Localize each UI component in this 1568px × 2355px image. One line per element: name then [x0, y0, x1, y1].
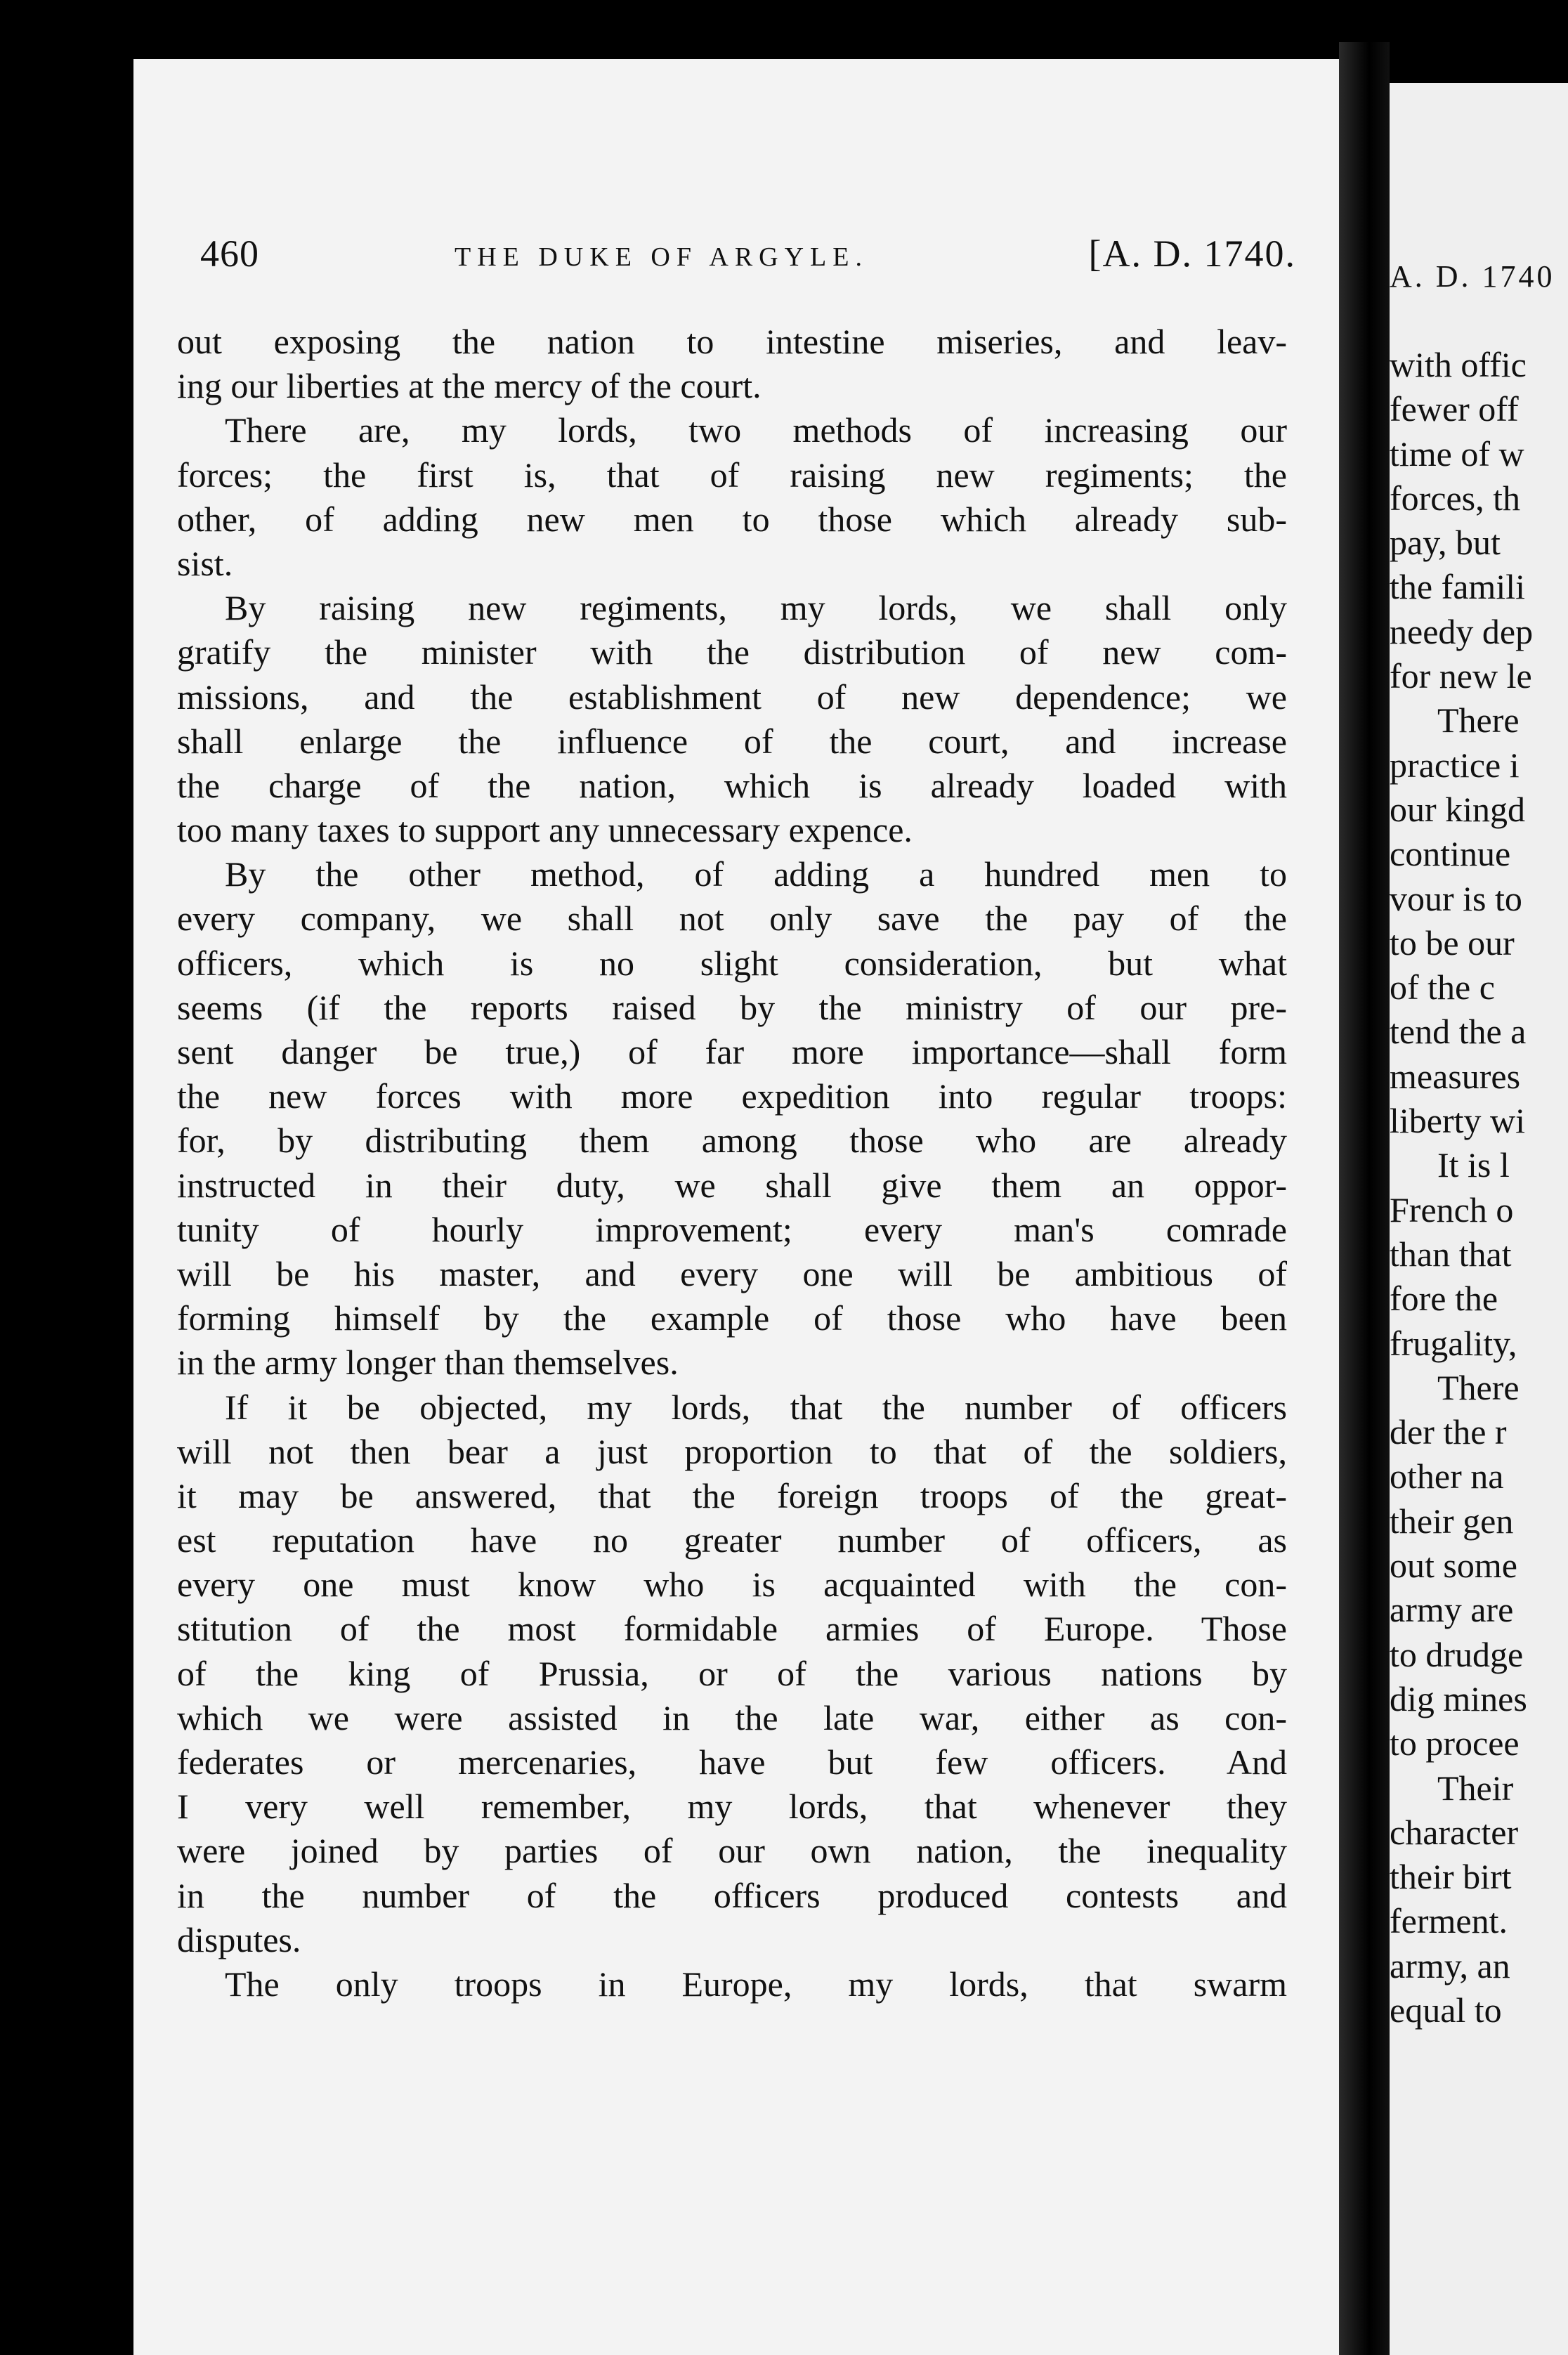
text-line: forces; the first is, that of raising new regiments; the	[177, 455, 1287, 495]
right-text-line: needy dep	[1390, 611, 1534, 651]
text-line: too many taxes to support any unnecessary expence.	[177, 810, 913, 850]
right-text-line: vour is to	[1390, 878, 1522, 918]
right-text-line: army, an	[1390, 1945, 1510, 1985]
text-line: There are, my lords, two methods of increasing our	[225, 410, 1287, 450]
text-line: shall enlarge the influence of the court, and increase	[177, 721, 1287, 761]
right-body-text	[1390, 343, 1533, 2033]
text-line: of the king of Prussia, or of the various nations by	[177, 1653, 1287, 1693]
right-text-line: tend the a	[1390, 1012, 1527, 1052]
right-text-line: army are	[1390, 1590, 1514, 1630]
binding-gutter	[1339, 42, 1390, 2355]
page-number: 460	[200, 233, 259, 275]
right-text-line: their gen	[1390, 1501, 1514, 1541]
text-line: the charge of the nation, which is already loaded with	[177, 765, 1287, 805]
right-text-line: out some	[1390, 1546, 1517, 1586]
right-text-line: our kingd	[1390, 789, 1526, 829]
right-text-line: time of w	[1390, 433, 1524, 474]
right-text-line: measures	[1390, 1056, 1521, 1096]
right-page	[1390, 83, 1568, 2355]
text-line: By raising new regiments, my lords, we shall only	[225, 588, 1287, 628]
text-line: disputes.	[177, 1919, 301, 1959]
right-text-line: ferment.	[1390, 1901, 1508, 1941]
running-title: THE DUKE OF ARGYLE.	[455, 242, 868, 272]
text-line: the new forces with more expedition into regular troops:	[177, 1076, 1287, 1116]
text-line: it may be answered, that the foreign troops of the great-	[177, 1475, 1287, 1515]
text-line: which we were assisted in the late war, either as con-	[177, 1697, 1287, 1737]
right-text-line: other na	[1390, 1456, 1504, 1496]
right-text-line: Their	[1437, 1768, 1514, 1808]
right-text-line: continue	[1390, 834, 1511, 874]
text-line: out exposing the nation to intestine miseries, and leav-	[177, 322, 1287, 361]
text-line: for, by distributing them among those who are already	[177, 1121, 1287, 1161]
right-text-line: of the c	[1390, 967, 1495, 1007]
text-line: forming himself by the example of those who have been	[177, 1298, 1287, 1338]
text-line: instructed in their duty, we shall give them an oppor-	[177, 1165, 1287, 1205]
right-text-line: There	[1437, 1367, 1520, 1407]
text-line: every company, we shall not only save the pay of the	[177, 899, 1287, 939]
right-text-line: practice i	[1390, 745, 1520, 785]
right-text-line: to be our	[1390, 922, 1515, 963]
body-text	[177, 320, 1287, 2007]
text-line: The only troops in Europe, my lords, that swarm	[225, 1964, 1287, 2004]
text-line: ing our liberties at the mercy of the court.	[177, 366, 762, 406]
right-text-line: pay, but	[1390, 523, 1501, 563]
text-line: sist.	[177, 543, 233, 583]
text-line: will be his master, and every one will be ambitious of	[177, 1253, 1287, 1293]
text-line: in the number of the officers produced contests and	[177, 1875, 1287, 1915]
text-line: officers, which is no slight consideration, but what	[177, 943, 1287, 983]
right-text-line: dig mines	[1390, 1678, 1527, 1718]
text-line: were joined by parties of our own nation, the inequality	[177, 1831, 1287, 1871]
text-line: other, of adding new men to those which already sub-	[177, 499, 1287, 539]
right-text-line: to drudge	[1390, 1634, 1524, 1674]
right-text-line: than that	[1390, 1234, 1512, 1274]
text-line: tunity of hourly improvement; every man's comrade	[177, 1209, 1287, 1249]
right-text-line: their birt	[1390, 1857, 1512, 1897]
right-text-line: with offic	[1390, 345, 1527, 384]
right-text-line: to procee	[1390, 1723, 1520, 1763]
right-text-line: There	[1437, 700, 1520, 741]
text-line: federates or mercenaries, have but few officers. And	[177, 1742, 1287, 1782]
right-text-line: equal to	[1390, 1990, 1502, 2030]
text-line: gratify the minister with the distribution of new com-	[177, 632, 1287, 672]
right-text-line: fore the	[1390, 1279, 1498, 1319]
right-text-line: character	[1390, 1812, 1519, 1852]
text-line: in the army longer than themselves.	[177, 1343, 679, 1383]
text-line: every one must know who is acquainted with the con-	[177, 1565, 1287, 1605]
right-text-line: frugality,	[1390, 1323, 1517, 1363]
text-line: seems (if the reports raised by the ministry of our pre-	[177, 987, 1287, 1027]
right-running-date: A. D. 1740	[1390, 259, 1555, 294]
right-text-line: liberty wi	[1390, 1101, 1526, 1141]
text-line: stitution of the most formidable armies of Europe. Those	[177, 1609, 1287, 1649]
text-line: est reputation have no greater number of officers, as	[177, 1520, 1287, 1560]
right-text-line: for new le	[1390, 656, 1532, 696]
right-text-line: der the r	[1390, 1412, 1507, 1452]
text-line: missions, and the establishment of new dependence; we	[177, 677, 1287, 717]
text-line: sent danger be true,) of far more importance—shall form	[177, 1032, 1287, 1071]
text-line: If it be objected, my lords, that the number of officers	[225, 1387, 1287, 1427]
right-text-line: It is l	[1437, 1145, 1510, 1185]
text-line: I very well remember, my lords, that whenever they	[177, 1787, 1287, 1827]
text-line: By the other method, of adding a hundred men to	[225, 854, 1287, 894]
right-text-line: forces, th	[1390, 478, 1521, 518]
right-text-line: the famili	[1390, 567, 1525, 607]
right-text-line: French o	[1390, 1189, 1514, 1229]
page-header	[200, 232, 1296, 295]
text-line: will not then bear a just proportion to that of the soldiers,	[177, 1431, 1287, 1471]
right-text-line: fewer off	[1390, 389, 1519, 429]
running-date: [A. D. 1740.	[1088, 233, 1296, 275]
